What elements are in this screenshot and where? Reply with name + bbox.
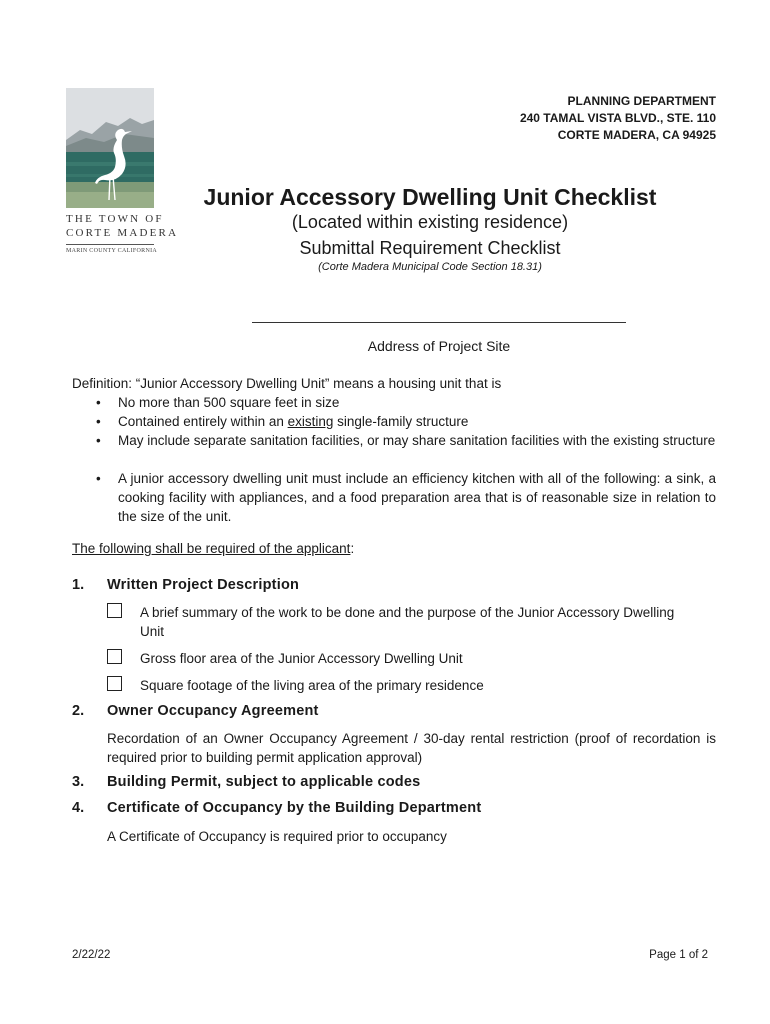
town-logo xyxy=(66,88,179,264)
bullet-icon: • xyxy=(96,414,101,429)
bullet-text: Contained entirely within an existing single-family structure xyxy=(118,414,469,429)
section-body: Recordation of an Owner Occupancy Agreement / 30-day rental restriction (proof of recordation is required prior to building permit application approval) xyxy=(107,731,716,765)
header-department: PLANNING DEPARTMENT xyxy=(567,94,716,108)
section-title: Owner Occupancy Agreement xyxy=(107,703,319,719)
subtitle-location: (Located within existing residence) xyxy=(291,212,569,232)
checkbox[interactable] xyxy=(107,676,122,691)
requirements-intro: The following shall be required of the applicant: xyxy=(72,541,355,556)
subtitle-checklist: Submittal Requirement Checklist xyxy=(299,238,561,258)
definition-intro: Definition: “Junior Accessory Dwelling Unit” means a housing unit that is xyxy=(72,376,502,391)
section-title: Building Permit, subject to applicable codes xyxy=(107,774,421,790)
header-city: CORTE MADERA, CA 94925 xyxy=(557,128,716,142)
section-number: 4. xyxy=(72,800,85,816)
section-title: Certificate of Occupancy by the Building Department xyxy=(107,800,482,816)
checkbox[interactable] xyxy=(107,603,122,618)
subtitle-code-section: (Corte Madera Municipal Code Section 18.31) xyxy=(318,261,542,273)
bullet-text: May include separate sanitation facilities, or may share sanitation facilities with the existing structure xyxy=(118,433,716,448)
section-body: A Certificate of Occupancy is required prior to occupancy xyxy=(107,829,447,844)
page-title: Junior Accessory Dwelling Unit Checklist xyxy=(203,184,657,210)
checklist-item-text: Square footage of the living area of the primary residence xyxy=(140,678,484,693)
section-number: 1. xyxy=(72,577,85,593)
logo-line-1: THE TOWN OF xyxy=(66,213,164,225)
project-address-label: Address of Project Site xyxy=(367,338,511,354)
logo-divider xyxy=(66,244,154,245)
heron-logo-art xyxy=(66,88,154,208)
section-number: 2. xyxy=(72,703,85,719)
project-address-field[interactable] xyxy=(252,322,626,323)
checklist-item-text: Gross floor area of the Junior Accessory Dwelling Unit xyxy=(140,651,463,666)
bullet-icon: • xyxy=(96,433,101,448)
bullet-text: A junior accessory dwelling unit must include an efficiency kitchen with all of the following: a sink, a cooking facility with appliances, and a food preparation area that is of reasonable size in relation to the size of the unit. xyxy=(118,471,716,524)
bullet-icon: • xyxy=(96,471,101,486)
footer-date: 2/22/22 xyxy=(72,949,111,961)
section-number: 3. xyxy=(72,774,85,790)
section-title: Written Project Description xyxy=(107,577,300,593)
header-street: 240 TAMAL VISTA BLVD., STE. 110 xyxy=(519,111,716,125)
checkbox[interactable] xyxy=(107,649,122,664)
checklist-item-text: A brief summary of the work to be done and the purpose of the Junior Accessory Dwelling Unit xyxy=(140,605,675,639)
logo-line-3: MARIN COUNTY CALIFORNIA xyxy=(66,248,158,254)
bullet-icon: • xyxy=(96,395,101,410)
logo-line-2: CORTE MADERA xyxy=(66,227,179,239)
bullet-text: No more than 500 square feet in size xyxy=(118,395,340,410)
footer-page-number: Page 1 of 2 xyxy=(649,949,708,961)
